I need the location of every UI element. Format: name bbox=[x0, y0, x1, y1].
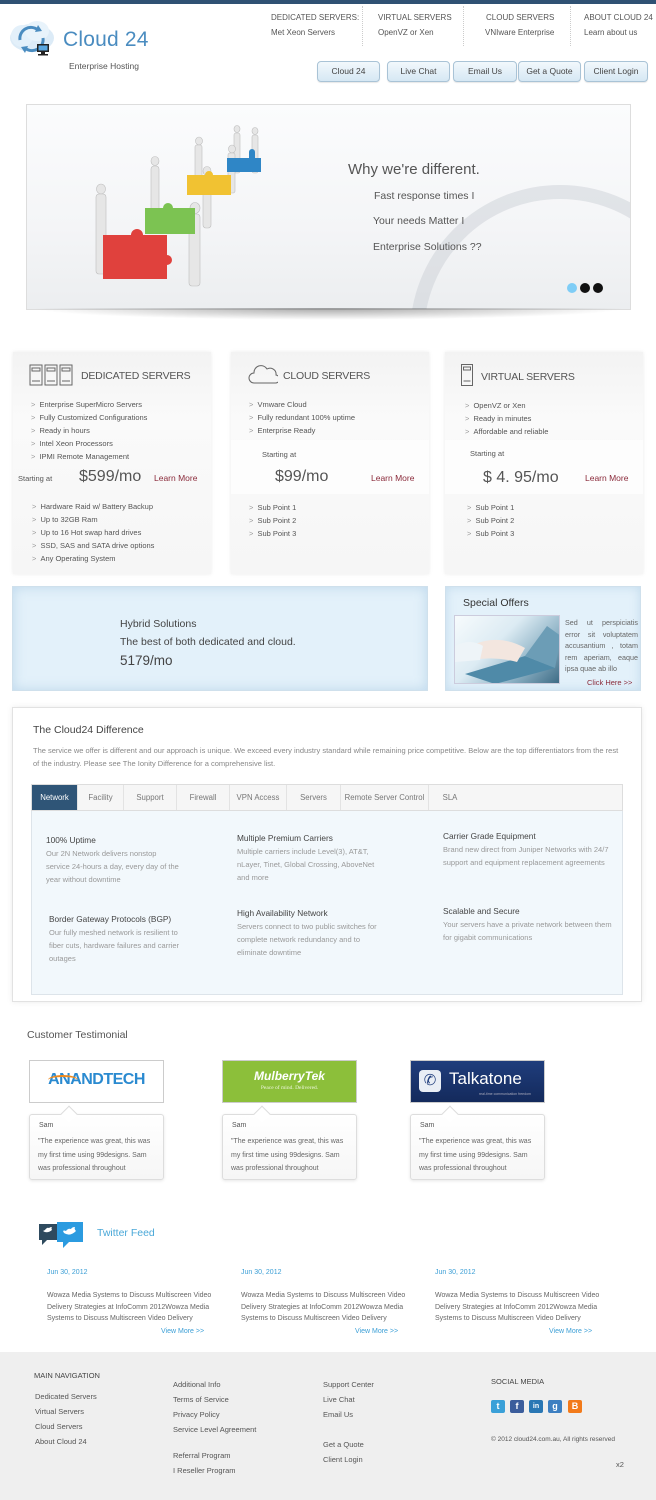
topnav-title: ABOUT CLOUD 24 bbox=[584, 13, 653, 22]
copyright: © 2012 cloud24.com.au, All rights reserved bbox=[491, 1436, 616, 1443]
card-title: CLOUD SERVERS bbox=[283, 370, 371, 382]
hybrid-solutions-banner[interactable] bbox=[12, 586, 428, 691]
logo-swoosh bbox=[48, 1075, 78, 1085]
feature-title: Scalable and Secure bbox=[443, 906, 520, 916]
view-more-link[interactable]: View More >> bbox=[161, 1328, 205, 1335]
feature-item: > Intel Xeon Processors bbox=[31, 437, 147, 450]
sub-point-item: > Sub Point 2 bbox=[249, 514, 296, 527]
hero-slider bbox=[26, 104, 631, 310]
topnav-title: VIRTUAL SERVERS bbox=[378, 13, 452, 22]
hybrid-price: 5179/mo bbox=[120, 653, 173, 668]
feature-body: Our fully meshed network is resilient to fiber cuts, hardware failures and carrier outages bbox=[49, 928, 180, 963]
tweet-date: Jun 30, 2012 bbox=[241, 1269, 282, 1276]
price-band bbox=[231, 440, 429, 494]
feature-body: Your servers have a private network between them for gigabit communications bbox=[443, 920, 612, 942]
slide-dot-2[interactable] bbox=[580, 283, 590, 293]
hero-line: Your needs Matter I bbox=[373, 215, 465, 227]
tweet-date: Jun 30, 2012 bbox=[435, 1269, 476, 1276]
footer-link-sla[interactable]: Service Level Agreement bbox=[173, 1425, 257, 1434]
brand-tagline: Enterprise Hosting bbox=[69, 61, 139, 71]
top-accent-bar bbox=[0, 0, 656, 4]
topnav-subtitle: Learn about us bbox=[584, 28, 638, 37]
topnav-subtitle: Met Xeon Servers bbox=[271, 28, 336, 37]
footer-link-privacy[interactable]: Privacy Policy bbox=[173, 1410, 220, 1419]
talkatone-logo bbox=[410, 1060, 545, 1103]
click-here-link[interactable]: Click Here >> bbox=[587, 678, 633, 687]
feature-item: > Enterprise Ready bbox=[249, 424, 355, 437]
testimonial-quote: "The experience was great, this was my first time using 99designs. Sam was professional throughout bbox=[419, 1138, 532, 1172]
product-card-virtual bbox=[445, 352, 643, 574]
feature-item: > Enterprise SuperMicro Servers bbox=[31, 398, 147, 411]
footer-link-reseller[interactable]: I Reseller Program bbox=[173, 1466, 236, 1475]
hero-line: Fast response times I bbox=[374, 190, 475, 202]
hero-shadow bbox=[30, 308, 628, 320]
feature-item: > Affordable and reliable bbox=[465, 425, 548, 438]
feature-body: Brand new direct from Juniper Networks with 24/7 support and equipment replacement agreements bbox=[443, 845, 609, 867]
footer-link-cloud-servers[interactable]: Cloud Servers bbox=[35, 1422, 83, 1431]
nav-divider bbox=[570, 6, 571, 46]
hero-title: Why we're different. bbox=[348, 161, 480, 178]
card-title: DEDICATED SERVERS bbox=[81, 370, 191, 382]
topnav-title: DEDICATED SERVERS: bbox=[271, 13, 360, 22]
topnav-title: CLOUD SERVERS bbox=[486, 13, 555, 22]
card-title: VIRTUAL SERVERS bbox=[481, 371, 575, 383]
footer-heading-social-media: SOCIAL MEDIA bbox=[491, 1377, 545, 1386]
feature-item: > IPMI Remote Management bbox=[31, 450, 147, 463]
tab-panel-network bbox=[31, 811, 623, 995]
feature-title: Carrier Grade Equipment bbox=[443, 831, 536, 841]
company-logo-text: MulberryTek bbox=[254, 1069, 325, 1083]
starting-label: Starting at bbox=[470, 449, 505, 458]
section-title: The Cloud24 Difference bbox=[33, 724, 144, 736]
footer-link-additional-info[interactable]: Additional Info bbox=[173, 1380, 221, 1389]
testimonial-author: Sam bbox=[39, 1122, 54, 1129]
twitter-feed-title: Twitter Feed bbox=[97, 1227, 155, 1239]
sub-point-item: > Sub Point 1 bbox=[467, 501, 514, 514]
tab-vpn-access[interactable]: VPN Access bbox=[230, 785, 287, 810]
sub-point-list bbox=[32, 500, 154, 565]
special-offers-box bbox=[445, 586, 641, 691]
sub-point-item: > Hardware Raid w/ Battery Backup bbox=[32, 500, 154, 513]
linkedin-icon[interactable]: in bbox=[529, 1400, 543, 1413]
company-tagline: Peace of mind. Delivered. bbox=[260, 1085, 319, 1091]
topnav-virtual-servers[interactable] bbox=[378, 10, 452, 40]
feature-list bbox=[249, 398, 355, 437]
testimonial-quote: "The experience was great, this was my first time using 99designs. Sam was professional throughout bbox=[231, 1138, 344, 1172]
tweet-date: Jun 30, 2012 bbox=[47, 1269, 88, 1276]
sub-point-list bbox=[467, 501, 514, 540]
tweet-text: Wowza Media Systems to Discuss Multiscreen Video Delivery Strategies at InfoComm 2012Wowza Media Systems to Discuss Multiscreen Video Delivery bbox=[435, 1292, 600, 1322]
get-quote-button[interactable]: Get a Quote bbox=[518, 61, 581, 82]
server-rack-icon bbox=[29, 364, 73, 386]
tab-network[interactable]: Network bbox=[32, 785, 78, 810]
starting-label: Starting at bbox=[262, 450, 297, 459]
feature-list bbox=[465, 399, 548, 438]
live-chat-button[interactable]: Live Chat bbox=[387, 61, 450, 82]
sub-point-item: > Sub Point 2 bbox=[467, 514, 514, 527]
cloud-logo-icon[interactable] bbox=[7, 18, 57, 58]
footer-link-get-quote[interactable]: Get a Quote bbox=[323, 1440, 364, 1449]
sub-point-item: > Up to 16 Hot swap hard drives bbox=[32, 526, 154, 539]
hybrid-title: Hybrid Solutions bbox=[120, 618, 197, 630]
cloud24-button[interactable]: Cloud 24 bbox=[317, 61, 380, 82]
laptop-typing-image bbox=[454, 615, 560, 684]
topnav-about[interactable] bbox=[584, 10, 653, 40]
footer-link-about[interactable]: About Cloud 24 bbox=[35, 1437, 87, 1446]
product-card-cloud bbox=[231, 352, 429, 574]
sub-point-item: > Any Operating System bbox=[32, 552, 154, 565]
slide-dot-3[interactable] bbox=[593, 283, 603, 293]
google-icon[interactable]: g bbox=[548, 1400, 562, 1413]
product-card-dedicated bbox=[13, 352, 211, 574]
view-more-link[interactable]: View More >> bbox=[355, 1328, 399, 1335]
footer-link-client-login[interactable]: Client Login bbox=[323, 1455, 363, 1464]
topnav-subtitle: OpenVZ or Xen bbox=[378, 28, 434, 37]
client-login-button[interactable]: Client Login bbox=[584, 61, 648, 82]
feature-title: Multiple Premium Carriers bbox=[237, 833, 333, 843]
testimonial-quote: "The experience was great, this was my first time using 99designs. Sam was professional throughout bbox=[38, 1138, 151, 1172]
nav-divider bbox=[362, 6, 363, 46]
footer-link-referral[interactable]: Referral Program bbox=[173, 1451, 231, 1460]
hero-line: Enterprise Solutions ?? bbox=[373, 241, 482, 253]
testimonial-card bbox=[29, 1114, 164, 1180]
feature-item: > Ready in minutes bbox=[465, 412, 548, 425]
feature-item: > OpenVZ or Xen bbox=[465, 399, 548, 412]
footer-link-email-us[interactable]: Email Us bbox=[323, 1410, 354, 1419]
testimonial-author: Sam bbox=[420, 1122, 435, 1129]
footer-link-support-center[interactable]: Support Center bbox=[323, 1380, 374, 1389]
sub-point-list bbox=[249, 501, 296, 540]
special-offers-title: Special Offers bbox=[463, 597, 529, 609]
price: $599/mo bbox=[79, 468, 142, 485]
company-logo-text: Talkatone bbox=[449, 1069, 522, 1088]
section-description: The service we offer is different and our approach is unique. We exceed every industry standard while remaining price competitive. Below are the top differentiators from the rest of the industry. Please see The Ionity Difference for a comprehensive list. bbox=[33, 746, 619, 768]
topnav-subtitle: VNIware Enterprise bbox=[485, 28, 555, 37]
starting-label: Starting at bbox=[18, 474, 53, 483]
view-more-link[interactable]: View More >> bbox=[549, 1328, 593, 1335]
learn-more-link[interactable]: Learn More bbox=[371, 473, 415, 483]
sub-point-item: > Sub Point 3 bbox=[467, 527, 514, 540]
testimonial-card bbox=[410, 1114, 545, 1180]
cloud-icon bbox=[248, 363, 278, 385]
feature-item: > Ready in hours bbox=[31, 424, 147, 437]
feature-item: > Fully redundant 100% uptime bbox=[249, 411, 355, 424]
topnav-cloud-servers[interactable] bbox=[485, 10, 554, 40]
price: $99/mo bbox=[275, 468, 329, 485]
tab-support[interactable]: Support bbox=[124, 785, 177, 810]
feature-body: Servers connect to two public switches for complete network redundancy and to eliminate downtime bbox=[237, 922, 377, 957]
feature-body: Our 2N Network delivers nonstop service 24-hours a day, every day of the year without downtime bbox=[46, 849, 179, 884]
testimonials-title: Customer Testimonial bbox=[27, 1029, 128, 1041]
anandtech-logo bbox=[29, 1060, 164, 1103]
puzzle-team-illustration bbox=[87, 123, 267, 293]
tab-bar bbox=[31, 784, 623, 811]
server-icon bbox=[461, 364, 473, 386]
footer-heading-main-navigation: MAIN NAVIGATION bbox=[34, 1371, 100, 1380]
mulberrytek-logo bbox=[222, 1060, 357, 1103]
feature-body: Multiple carriers include Level(3), AT&T, nLayer, Tinet, Global Crossing, AboveNet and more bbox=[237, 847, 375, 882]
learn-more-link[interactable]: Learn More bbox=[585, 473, 629, 483]
tab-remote-server-control[interactable]: Remote Server Control bbox=[341, 785, 429, 810]
email-us-button[interactable]: Email Us bbox=[453, 61, 517, 82]
feature-list bbox=[31, 398, 147, 463]
facebook-icon[interactable]: f bbox=[510, 1400, 524, 1413]
tab-facility[interactable]: Facility bbox=[78, 785, 124, 810]
tab-sla[interactable]: SLA bbox=[442, 793, 458, 802]
feature-item: > Fully Customized Configurations bbox=[31, 411, 147, 424]
twitter-icon[interactable]: t bbox=[491, 1400, 505, 1413]
footer-link-dedicated-servers[interactable]: Dedicated Servers bbox=[35, 1392, 97, 1401]
footer bbox=[0, 1352, 656, 1500]
blogger-icon[interactable]: B bbox=[568, 1400, 582, 1413]
tab-firewall[interactable]: Firewall bbox=[177, 785, 230, 810]
tweet-text: Wowza Media Systems to Discuss Multiscreen Video Delivery Strategies at InfoComm 2012Wowza Media Systems to Discuss Multiscreen Video Delivery bbox=[241, 1292, 406, 1322]
hybrid-subtitle: The best of both dedicated and cloud. bbox=[120, 636, 296, 648]
company-tagline: real-time communication freedom bbox=[479, 1092, 531, 1096]
footer-link-virtual-servers[interactable]: Virtual Servers bbox=[35, 1407, 85, 1416]
sub-point-item: > Sub Point 1 bbox=[249, 501, 296, 514]
twitter-bird-icon bbox=[37, 1220, 87, 1250]
tab-servers[interactable]: Servers bbox=[287, 785, 341, 810]
footer-note: x2 bbox=[616, 1460, 624, 1469]
difference-section bbox=[12, 707, 642, 1002]
special-offers-text: Sed ut perspiciatis error sit voluptatem accusantium , totam rem aperiam, eaque ipsa quae ab illo bbox=[565, 618, 638, 673]
topnav-dedicated-servers[interactable] bbox=[271, 10, 359, 40]
sub-point-item: > Up to 32GB Ram bbox=[32, 513, 154, 526]
testimonial-card bbox=[222, 1114, 357, 1180]
brand-name[interactable]: Cloud 24 bbox=[63, 28, 149, 51]
slide-dot-1[interactable] bbox=[567, 283, 577, 293]
feature-title: 100% Uptime bbox=[46, 835, 96, 845]
price: $ 4. 95/mo bbox=[483, 469, 559, 486]
footer-link-terms[interactable]: Terms of Service bbox=[173, 1395, 229, 1404]
feature-item: > Vmware Cloud bbox=[249, 398, 355, 411]
company-logo-text: ANANDTECH bbox=[48, 1071, 145, 1088]
phone-icon: ✆ bbox=[419, 1070, 441, 1092]
footer-link-live-chat[interactable]: Live Chat bbox=[323, 1395, 355, 1404]
sub-point-item: > SSD, SAS and SATA drive options bbox=[32, 539, 154, 552]
feature-title: High Availability Network bbox=[237, 908, 328, 918]
sub-point-item: > Sub Point 3 bbox=[249, 527, 296, 540]
tweet-text: Wowza Media Systems to Discuss Multiscreen Video Delivery Strategies at InfoComm 2012Wowza Media Systems to Discuss Multiscreen Video Delivery bbox=[47, 1292, 212, 1322]
learn-more-link[interactable]: Learn More bbox=[154, 473, 198, 483]
nav-divider bbox=[463, 6, 464, 46]
testimonial-author: Sam bbox=[232, 1122, 247, 1129]
feature-title: Border Gateway Protocols (BGP) bbox=[49, 914, 172, 924]
